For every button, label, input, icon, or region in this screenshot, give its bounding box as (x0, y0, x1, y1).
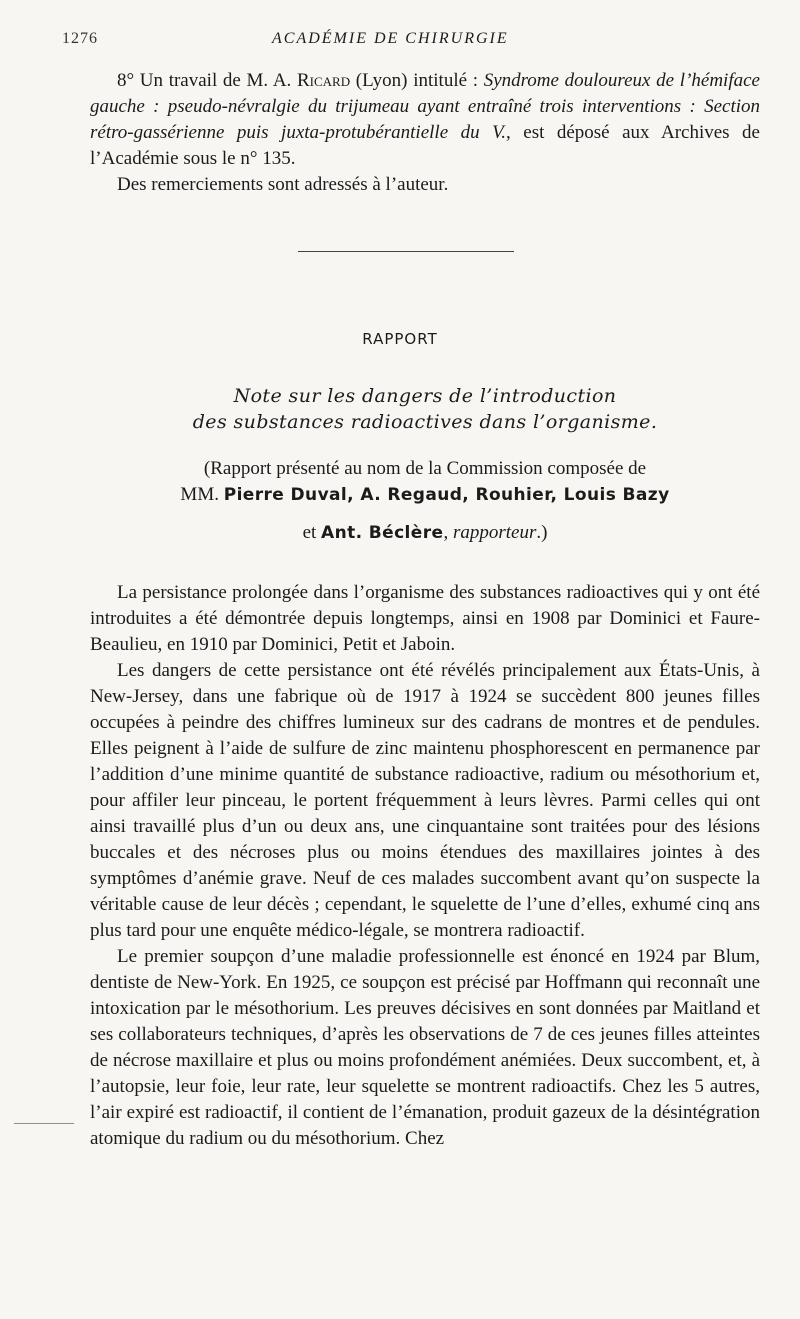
page-number: 1276 (62, 30, 98, 47)
rapporteur-label: rapporteur (452, 522, 537, 543)
intro-work-title: Syndrome douloureux de l’hémiface gauche : pseudo-névralgie du trijumeau ayant entraîné trois interventions : Section rétro-gassérienne puis juxta-protubérantielle du V. (90, 70, 760, 143)
report-body (90, 580, 760, 1152)
margin-mark (14, 1123, 74, 1124)
commission-line-1: (Rapport présenté au nom de la Commission composée de (203, 458, 647, 479)
rapporteur-comma: , (443, 522, 453, 543)
intro-author: Ricard (296, 70, 351, 91)
intro-prefix: 8° Un travail de M. A. (117, 70, 297, 91)
intro-block (90, 68, 760, 198)
intro-paragraph-1 (90, 68, 760, 172)
journal-title: ACADÉMIE DE CHIRURGIE (272, 30, 509, 47)
commission-line-3 (90, 520, 760, 546)
body-paragraph-1: La persistance prolongée dans l’organisme des substances radioactives qui y ont été introduites a été démontrée depuis longtemps, ainsi en 1908 par Dominici et Faure-Beaulieu, en 1910 par Dominici, Petit et Jaboin. (90, 582, 760, 655)
body-paragraph-3: Le premier soupçon d’une maladie professionnelle est énoncé en 1924 par Blum, dentiste de New-York. En 1925, ce soupçon est précisé par Hoffmann qui reconnaît une intoxication par le mésothorium. Les preuves décisives en sont données par Maitland et ses collaborateurs techniques, d’après les observations de 7 de ces jeunes filles atteintes de nécrose maxillaire et plus ou moins profondément anémiées. Deux succombent, et, à l’autopsie, leur foie, leur rate, leur squelette se montrent radioactifs. Chez les 5 autres, l’air expiré est radioactif, il contient de l’émanation, produit gazeux de la désintégration atomique du radium ou du mésothorium. Chez (90, 946, 760, 1149)
commission-line-2 (90, 482, 760, 508)
paper-title-line-1: Note sur les dangers de l’introduction (233, 385, 617, 407)
commission-note (90, 456, 760, 546)
commission-members: Pierre Duval, A. Regaud, Rouhier, Louis Bazy (223, 485, 670, 505)
body-paragraph-2: Les dangers de cette persistance ont été révélés principalement aux États-Unis, à New-Jersey, dans une fabrique où de 1917 à 1924 se succèdent 800 jeunes filles occupées à peindre des chiffres lumineux sur des cadrans de montres et de pendules. Elles peignent à l’aide de sulfure de zinc maintenu phosphorescent en permanence par l’addition d’une minime quantité de substance radioactive, radium ou mésothorium et, pour affiler leur pinceau, le portent fréquemment à leurs lèvres. Parmi celles qui ont ainsi travaillé plus d’un ou deux ans, une cinquantaine sont traitées pour des lésions buccales et des nécroses plus ou moins étendues des maxillaires jointes à des symptômes d’anémie grave. Neuf de ces malades succombent avant qu’on suspecte la véritable cause de leur décès ; cependant, le squelette de l’une d’elles, exhumé cinq ans plus tard pour une enquête médico-légale, se montrera radioactif. (90, 660, 760, 941)
intro-paragraph-2: Des remerciements sont adressés à l’auteur. (117, 174, 449, 195)
intro-after-author: (Lyon) intitulé : (350, 70, 484, 91)
rapporteur-name: Ant. Béclère (321, 523, 444, 543)
commission-line-3-suffix: .) (536, 522, 548, 543)
running-header (62, 30, 760, 54)
intro-suffix: , est déposé aux Archives de l’Académie sous le n° 135. (90, 122, 760, 169)
commission-line-2-prefix: MM. (180, 484, 224, 505)
paper-title (90, 383, 760, 435)
commission-line-3-prefix: et (302, 522, 322, 543)
paper-title-line-2: des substances radioactives dans l’organisme. (192, 411, 658, 433)
section-divider (298, 251, 514, 252)
section-label: RAPPORT (362, 330, 438, 348)
